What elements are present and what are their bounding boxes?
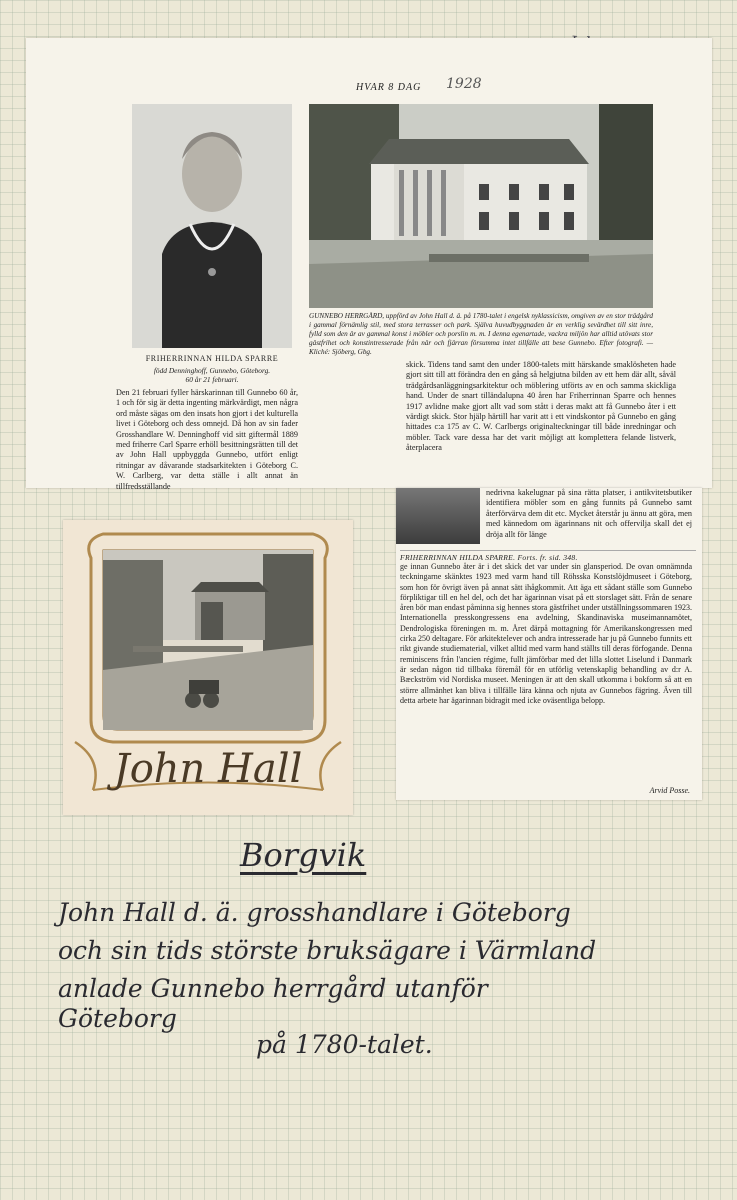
portrait-figure	[132, 104, 292, 348]
newspaper-clipping	[26, 38, 712, 491]
bookplate-name: John Hall	[113, 746, 303, 792]
article-column-3-top: nedrivna kakelugnar på sina rätta platser, i antikvitetsbutiker identifiera möbler som en gång funnits på Gunnebo samt återförvärva dem dit etc. Mycket återstår ju ännu att göra, men med kännedom om ägarinnans nit och offervilja skall det ej dröja allt för länge	[486, 488, 692, 539]
portrait-caption-age: 60 år 21 februari.	[185, 375, 239, 384]
handwritten-line-3: anlade Gunnebo herrgård utanför	[58, 974, 488, 1003]
handwritten-line-2: och sin tids störste bruksägare i Värmland	[58, 936, 597, 965]
article-signature: Arvid Posse.	[649, 786, 690, 795]
handwritten-line-5: på 1780-talet.	[256, 1030, 433, 1059]
portrait-caption-title: FRIHERRINNAN HILDA SPARRE	[145, 354, 279, 363]
continuation-header: FRIHERRINNAN HILDA SPARRE. Forts. fr. sid. 348.	[400, 550, 696, 562]
clipping-header: HVAR 8 DAG	[356, 82, 422, 93]
portrait-caption-sub: född Denninghoff, Gunnebo, Göteborg.	[153, 366, 271, 375]
bookplate	[63, 520, 353, 815]
continuation-body: ge innan Gunnebo åter är i det skick det var under sin glansperiod. De ovan omnämnda teckningarne skänktes 1923 med varm hand till Röhsska Konstslöjdmuseet i Göteborg, som hon för övrigt även på annat sätt ihågkommit. Att äga ett sådant ställe som Gunnebo förpliktigar till en hel del, och det har ägarinnan visat på ett storslaget sätt. Från de senare åren bör man endast påminna sig hennes stora gästfrihet under utställningssommaren 1923. Internationella presskongressens ena avdelning, Skandinaviska museimannamötet, Dendrologiska föreningen m. m. Året därpå mottagning för Amerikanskongressen med cirka 250 deltagare. För arkitektelever och andra intresserade har ju på Gunnebo funnits ett rikt givande studiematerial, vilket alltid med varm hand ställts till deras förfogande. Denna reminiscens från l'ancien régime, fullt jämförbar med det lilla slottet Liselund i Danmark är sedan någon tid tillbaka föremål för en utförlig vetenskaplig behandling av d:r A. Bæckström vid Nordiska museet. Meningen är att den skall utkomma i bokform så att en större allmänhet kan bliva i tillfälle lära känna och njuta av Gunnebos fägring. Även till detta arbete har ägarinnan bidragit med icke oväsentliga belopp.	[400, 562, 692, 705]
article-column-1: Den 21 februari fyller härskarinnan till Gunnebo 60 år, 1 och för sig är detta ingenting märkvärdigt, men några ord måste sägas om den insats hon gjort i det kulturella livet i Göteborg och dess omnejd. Då hon av sin fader Grosshandlare W. Denninghoff vid sitt giftermål 1889 med friherre Carl Sparre erhöll besittningsrätten till det av John Hall uppbyggda Gunnebo, utfört enligt ritningar av dåvarande stadsarkitekten i Göteborg C. W. Carlberg, var detta ställe i allt annat än tillfredsställande	[116, 388, 298, 491]
portrait-photo	[132, 104, 292, 348]
house-caption: GUNNEBO HERRGÅRD, uppförd av John Hall d. ä. på 1780-talet i engelsk nyklassicism, omgiven av en stor trädgård i gammal förnämlig stil, med stora terrasser och park. Själva huvudbyggnaden är en verklig sevärdhet till sitt inre, fylld som den är av gammal konst i möbler och porslin m. m. I denna egenartade, vackra miljön har alltid utövats stor gästfrihet och konstintresserade från när och fjärran försumma intet tillfälle att bese Gunnebo. Efter fotografi. — Kliché: Sjöberg, Gbg.	[309, 312, 653, 356]
house-illustration	[309, 104, 653, 308]
handwritten-line-1: John Hall d. ä. grosshandlare i Göteborg	[58, 898, 571, 927]
article-column-2: skick. Tidens tand samt den under 1800-talets mitt härskande smaklösheten hade gjort sitt till att förändra den en gång så helgjutna bilden av ett hem där allt, såväl trädgårdsanläggningsarkitektur och möblering utförts av en och samma skickliga hand. Under de snart tilländalupna 40 åren har Friherrinnan Sparre och hennes 1917 avlidne make gjort allt vad som stått i deras makt att få Gunnebo åter i ett värdigt skick. Stor hjälp härtill har varit att i ett vindskontor på Gunnebo en gång hittades c:a 175 av C. W. Carlbergs originalteckningar till både inredningar och möbler. Tack vare dessa har det varit möjligt att komplettera felande listverk, återplacera	[406, 360, 676, 453]
continuation-clipping	[396, 488, 702, 800]
house-photo	[309, 104, 653, 308]
small-photo-fragment	[396, 488, 480, 544]
handwritten-line-4: Göteborg	[58, 1004, 177, 1033]
clipping-year: 1928	[446, 76, 482, 92]
handwritten-title: Borgvik	[240, 836, 367, 874]
